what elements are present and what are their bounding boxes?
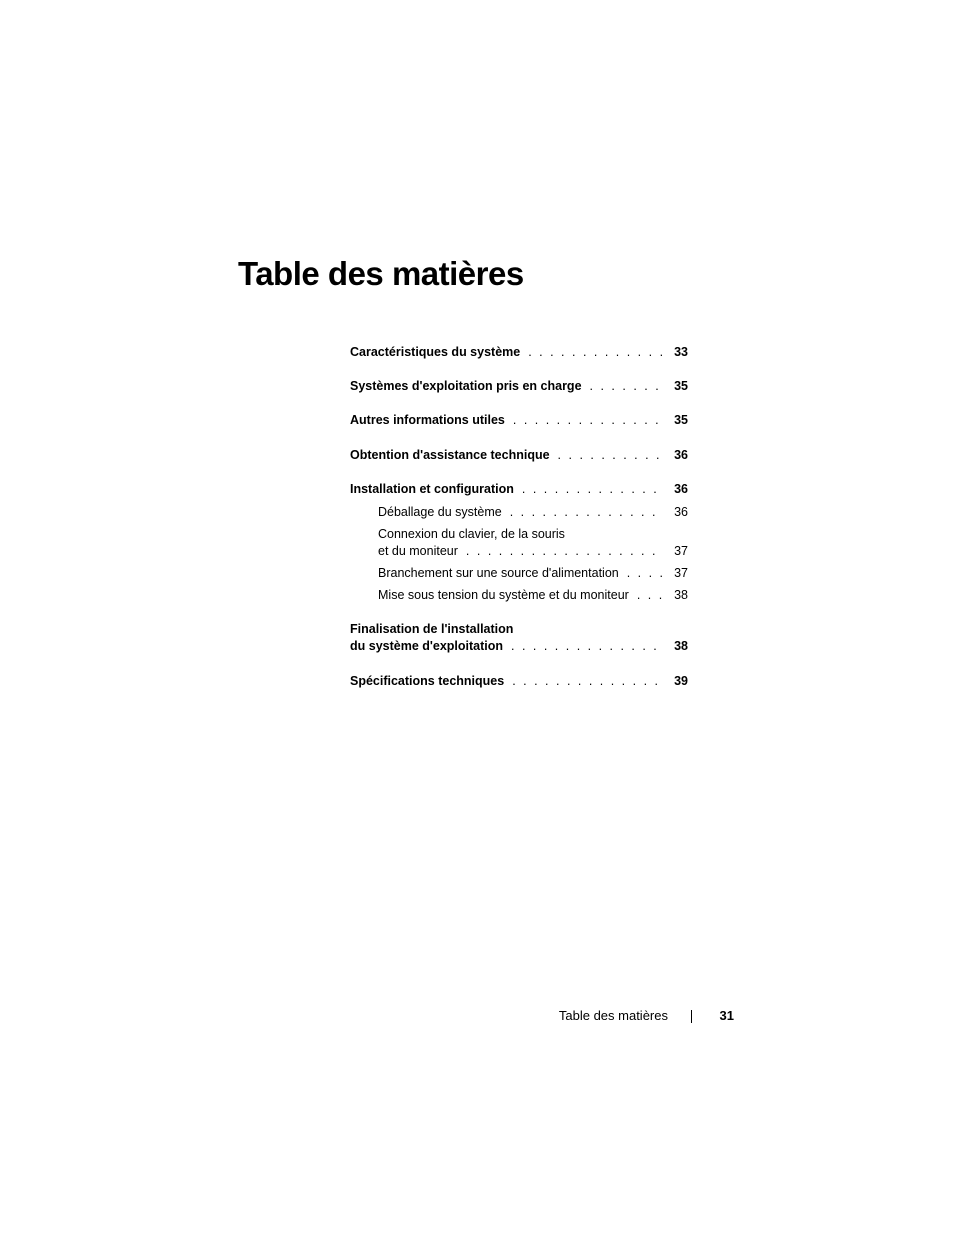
toc-entry-label: Autres informations utiles	[350, 413, 505, 427]
dot-leader	[505, 412, 662, 429]
page-footer	[540, 1006, 736, 1026]
dot-leader	[582, 378, 662, 395]
toc-entry-page: 36	[674, 505, 688, 519]
toc-entry-page: 33	[674, 345, 688, 359]
toc-entry-label: Caractéristiques du système	[350, 345, 521, 359]
toc-entry-finalisation[interactable]	[350, 621, 688, 655]
toc-entry-label: Installation et configuration	[350, 482, 514, 496]
toc-entry-deballage[interactable]	[378, 504, 688, 521]
toc-entry-page: 36	[674, 482, 688, 496]
toc-entry-label: Déballage du système	[378, 505, 502, 519]
dot-leader	[629, 587, 662, 604]
toc-entry-page: 38	[674, 588, 688, 602]
toc-entry-label: Obtention d'assistance technique	[350, 448, 550, 462]
toc-entry-systemes-exploitation[interactable]	[350, 378, 688, 395]
toc-entry-mise-sous-tension[interactable]	[378, 587, 688, 604]
toc-entry-assistance-technique[interactable]	[350, 447, 688, 464]
toc-entry-label: Spécifications techniques	[350, 674, 505, 688]
dot-leader	[514, 481, 662, 498]
footer-separator	[691, 1010, 692, 1023]
toc-entry-caracteristiques[interactable]	[350, 344, 688, 361]
dot-leader	[550, 447, 662, 464]
toc-entry-page: 37	[674, 566, 688, 580]
toc-entry-installation[interactable]	[350, 481, 688, 498]
toc-entry-label: Branchement sur une source d'alimentation	[378, 566, 619, 580]
toc-entry-label-line1: Connexion du clavier, de la souris	[378, 527, 565, 541]
toc-entry-label-line1: Finalisation de l'installation	[350, 622, 514, 636]
footer-page-number: 31	[719, 1008, 734, 1023]
dot-leader	[502, 504, 662, 521]
toc-entry-specifications[interactable]	[350, 673, 688, 690]
toc-entry-autres-informations[interactable]	[350, 412, 688, 429]
toc-entry-label: du système d'exploitation	[350, 639, 504, 653]
toc-entry-page: 35	[674, 379, 688, 393]
dot-leader	[520, 344, 662, 361]
dot-leader	[504, 673, 662, 690]
page-title: Table des matières	[238, 255, 524, 292]
toc-entry-label: Mise sous tension du système et du moniteur	[378, 588, 629, 602]
toc-entry-page: 35	[674, 413, 688, 427]
footer-section-title: Table des matières	[558, 1008, 668, 1023]
dot-leader	[503, 638, 662, 655]
toc-entry-label: Systèmes d'exploitation pris en charge	[350, 379, 582, 393]
toc-entry-page: 36	[674, 448, 688, 462]
dot-leader	[458, 543, 662, 560]
toc-entry-page: 39	[674, 674, 688, 688]
toc-entry-page: 38	[674, 639, 688, 653]
toc-entry-page: 37	[674, 544, 688, 558]
toc-entry-branchement[interactable]	[378, 565, 688, 582]
dot-leader	[619, 565, 662, 582]
toc-entry-connexion-clavier[interactable]	[378, 526, 688, 560]
toc-entry-label: et du moniteur	[378, 544, 458, 558]
